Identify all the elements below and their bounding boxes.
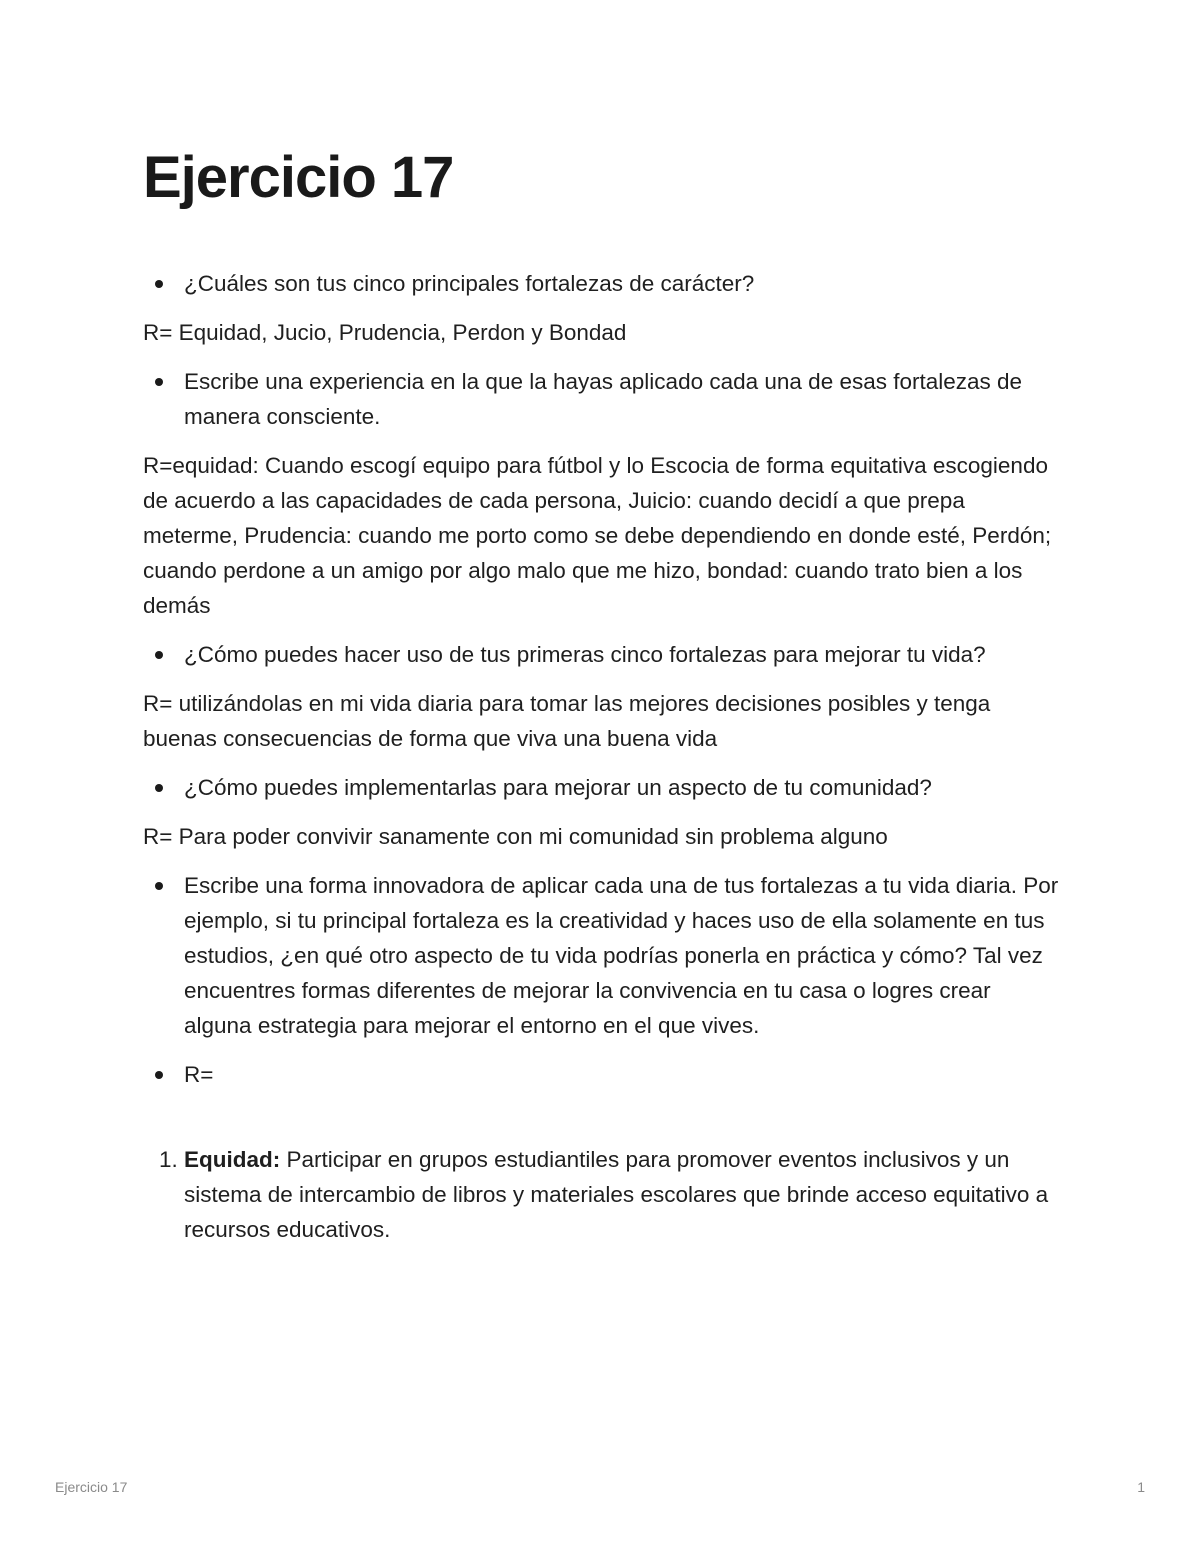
- numbered-item-1-text: Participar en grupos estudiantiles para promover eventos inclusivos y un sistema de intercambio de libros y materiales escolares que brinde acceso equitativo a recursos educativos.: [184, 1147, 1049, 1242]
- numbered-item-1: [184, 1142, 1063, 1247]
- page-title: Ejercicio 17: [143, 145, 454, 210]
- answer-5-bullet: R=: [184, 1057, 1063, 1092]
- spacer: [143, 1106, 1063, 1142]
- answer-2: R=equidad: Cuando escogí equipo para fútbol y lo Escocia de forma equitativa escogiendo de acuerdo a las capacidades de cada persona, Juicio: cuando decidí a que prepa meterme, Prudencia: cuando me porto como se debe dependiendo en donde esté, Perdón; cuando perdone a un amigo por algo malo que me hizo, bondad: cuando trato bien a los demás: [143, 453, 1052, 618]
- question-list-4: [143, 770, 1063, 805]
- question-2: Escribe una experiencia en la que la hayas aplicado cada una de esas fortalezas de manera consciente.: [184, 364, 1063, 434]
- footer-title: Ejercicio 17: [55, 1479, 128, 1495]
- answer-4: R= Para poder convivir sanamente con mi comunidad sin problema alguno: [143, 824, 888, 849]
- question-5: Escribe una forma innovadora de aplicar cada una de tus fortalezas a tu vida diaria. Por ejemplo, si tu principal fortaleza es la creatividad y haces uso de ella solamente en tus estudios, ¿en qué otro aspecto de tu vida podrías ponerla en práctica y cómo? Tal vez encuentres formas diferentes de mejorar la convivencia en tu casa o logres crear alguna estrategia para mejorar el entorno en el que vives.: [184, 868, 1063, 1043]
- question-list-3: [143, 637, 1063, 672]
- question-3: ¿Cómo puedes hacer uso de tus primeras cinco fortalezas para mejorar tu vida?: [184, 637, 1063, 672]
- question-list-5: [143, 868, 1063, 1092]
- question-list-1: [143, 266, 1063, 301]
- numbered-answer-list: [143, 1142, 1063, 1247]
- question-1: ¿Cuáles son tus cinco principales fortalezas de carácter?: [184, 266, 1063, 301]
- answer-3: R= utilizándolas en mi vida diaria para tomar las mejores decisiones posibles y tenga buenas consecuencias de forma que viva una buena vida: [143, 691, 991, 751]
- answer-1: R= Equidad, Jucio, Prudencia, Perdon y Bondad: [143, 320, 627, 345]
- question-4: ¿Cómo puedes implementarlas para mejorar un aspecto de tu comunidad?: [184, 770, 1063, 805]
- document-page: [143, 140, 1063, 1261]
- numbered-item-1-label: Equidad:: [184, 1147, 281, 1172]
- page-number: 1: [1137, 1479, 1145, 1495]
- question-list-2: [143, 364, 1063, 434]
